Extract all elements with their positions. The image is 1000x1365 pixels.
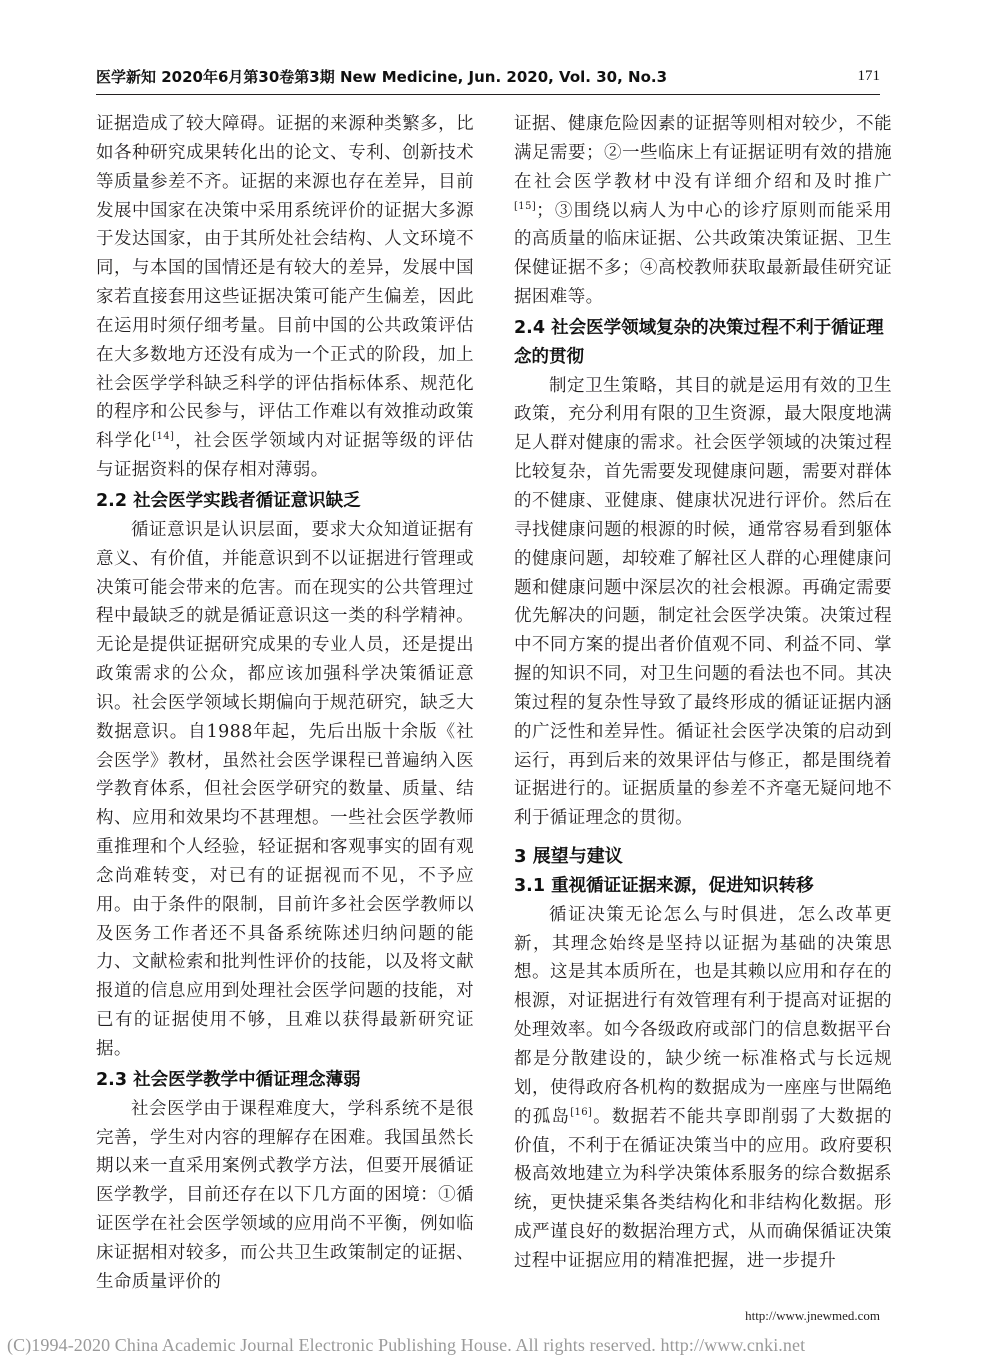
journal-url[interactable]: http://www.jnewmed.com xyxy=(745,1308,880,1323)
paragraph-2-3: 社会医学由于课程难度大，学科系统不是很完善，学生对内容的理解存在困难。我国虽然长期以来一直采用案例式教学方法，但要开展循证医学教学，目前还存在以下几方面的困境：①循证医学在社会医学领域的应用尚不平衡，例如临床证据相对较多，而公共卫生政策制定的证据、生命质量评价的 xyxy=(96,1098,474,1292)
paragraph-text: 证据、健康危险因素的证据等则相对较少，不能满足需要；②一些临床上有证据证明有效的措施在社会医学教材中没有详细介绍和及时推广 xyxy=(514,114,892,192)
section-heading-2-2: 2.2 社会医学实践者循证意识缺乏 xyxy=(96,490,361,511)
paragraph-2-4: 制定卫生策略，其目的就是运用有效的卫生政策，充分利用有限的卫生资源，最大限度地满足人群对健康的需求。社会医学领域的决策过程比较复杂，首先需要发现健康问题，需要对群体的不健康、亚健康、健康状况进行评价。然后在寻找健康问题的根源的时候，通常容易看到躯体的健康问题，却较难了解社区人群的心理健康问题和健康问题中深层次的社会根源。再确定需要优先解决的问题，制定社会医学决策。决策过程中不同方案的提出者价值观不同、利益不同、掌握的知识不同，对卫生问题的看法也不同。其决策过程的复杂性导致了最终形成的循证证据内涵的广泛性和差异性。循证社会医学决策的启动到运行，再到后来的效果评估与修正，都是围绕着证据进行的。证据质量的参差不齐毫无疑问地不利于循证理念的贯彻。 xyxy=(514,375,892,829)
paragraph-3-1 xyxy=(514,901,892,1276)
left-column xyxy=(96,110,474,1297)
paragraph-text: 循证决策无论怎么与时俱进，怎么改革更新，其理念始终是坚持以证据为基础的决策思想。这是其本质所在，也是其赖以应用和存在的根源，对证据进行有效管理有利于提高对证据的处理效率。如今各级政府或部门的信息数据平台都是分散建设的，缺少统一标准格式与长远规划，使得政府各机构的数据成为一座座与世隔绝的孤岛 xyxy=(514,904,892,1127)
citation-14[interactable]: [14] xyxy=(152,431,175,443)
section-heading-3-1: 3.1 重视循证证据来源，促进知识转移 xyxy=(514,875,814,896)
right-column xyxy=(514,110,892,1276)
section-heading-2-4: 2.4 社会医学领域复杂的决策过程不利于循证理念的贯彻 xyxy=(514,317,884,367)
section-heading-2-3: 2.3 社会医学教学中循证理念薄弱 xyxy=(96,1069,361,1090)
paragraph-text-tail: ，社会医学领域内对证据等级的评估与证据资料的保存相对薄弱。 xyxy=(96,431,474,481)
header-rule xyxy=(96,94,880,95)
paragraph-text-tail: 。数据若不能共享即削弱了大数据的价值，不利于在循证决策当中的应用。政府要积极高效地建立为科学决策体系服务的综合数据系统，更快捷采集各类结构化和非结构化数据。形成严谨良好的数据治理方式，从而确保循证决策过程中证据应用的精准把握，进一步提升 xyxy=(514,1106,892,1271)
copyright-footer: (C)1994-2020 China Academic Journal Electronic Publishing House. All rights reserved. http://www.cnki.net xyxy=(7,1335,806,1355)
citation-15[interactable]: [15] xyxy=(514,200,537,212)
paragraph-text: 证据造成了较大障碍。证据的来源种类繁多，比如各种研究成果转化出的论文、专利、创新技术等质量参差不齐。证据的来源也存在差异，目前发展中国家在决策中采用系统评价的证据大多源于发达国家，由于其所处社会结构、人文环境不同，与本国的国情还是有较大的差异，发展中国家若直接套用这些证据决策可能产生偏差，因此在运用时须仔细考量。目前中国的公共政策评估在大多数地方还没有成为一个正式的阶段，加上社会医学学科缺乏科学的评估指标体系、规范化的程序和公民参与，评估工作难以有效推动政策科学化 xyxy=(96,114,474,452)
section-heading-3: 3 展望与建议 xyxy=(514,846,623,868)
paragraph-2-2: 循证意识是认识层面，要求大众知道证据有意义、有价值，并能意识到不以证据进行管理或决策可能会带来的危害。而在现实的公共管理过程中最缺乏的就是循证意识这一类的科学精神。无论是提供证据研究成果的专业人员，还是提出政策需求的公众，都应该加强科学决策循证意识。社会医学领域长期偏向于规范研究，缺乏大数据意识。自1988年起，先后出版十余版《社会医学》教材，虽然社会医学课程已普遍纳入医学教育体系，但社会医学研究的数量、质量、结构、应用和效果均不甚理想。一些社会医学教师重推理和个人经验，轻证据和客观事实的固有观念尚难转变，对已有的证据视而不见，不予应用。由于条件的限制，目前许多社会医学教师以及医务工作者还不具备系统陈述归纳问题的能力、文献检索和批判性评价的技能，以及将文献报道的信息应用到处理社会医学问题的技能，对已有的证据使用不够，且难以获得最新研究证据。 xyxy=(96,519,474,1059)
running-header: 医学新知 2020年6月第30卷第3期 New Medicine, Jun. 2020, Vol. 30, No.3 xyxy=(96,68,668,86)
page-number: 171 xyxy=(857,68,880,84)
paragraph-2-3-continued xyxy=(514,110,892,312)
paragraph-continued xyxy=(96,110,474,485)
paragraph-text-tail: ；③围绕以病人为中心的诊疗原则而能采用的高质量的临床证据、公共政策决策证据、卫生保健证据不多；④高校教师获取最新最佳研究证据困难等。 xyxy=(514,200,892,308)
citation-16[interactable]: [16] xyxy=(570,1106,593,1118)
